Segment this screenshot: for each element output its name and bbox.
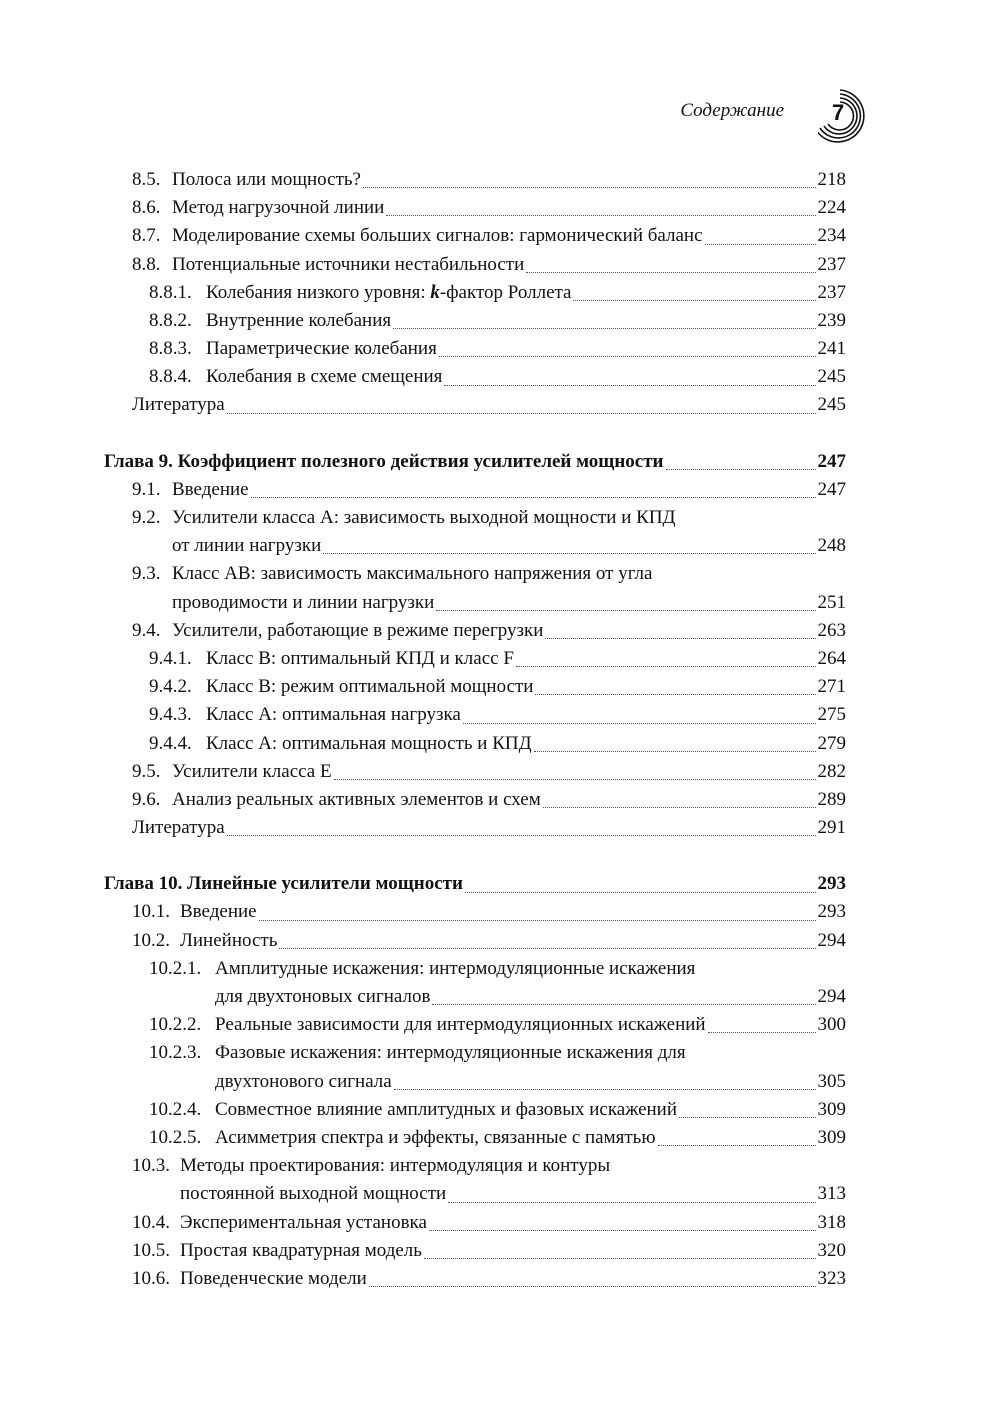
entry-number: 8.8.4. <box>149 366 192 388</box>
dot-leader <box>369 1285 816 1287</box>
toc-entry[interactable] <box>104 1039 846 1095</box>
toc-entry[interactable] <box>104 927 846 955</box>
toc-entry[interactable] <box>104 786 846 814</box>
entry-page: 251 <box>817 591 846 613</box>
entry-number: 9.4.4. <box>149 732 192 754</box>
entry-number: 8.6. <box>132 197 161 219</box>
toc-chapter-10[interactable] <box>104 870 846 898</box>
entry-number: 9.5. <box>132 760 161 782</box>
entry-number: 9.4.1. <box>149 647 192 669</box>
entry-number: 10.2.1. <box>149 957 202 979</box>
entry-number: 9.4.2. <box>149 676 192 698</box>
entry-title: Усилители, работающие в режиме перегрузки <box>172 619 544 641</box>
chapter-page: 293 <box>817 873 846 895</box>
entry-title: Простая квадратурная модель <box>180 1239 422 1261</box>
dot-leader <box>394 1088 816 1090</box>
dot-leader <box>465 891 816 893</box>
toc-entry-references[interactable] <box>104 392 846 420</box>
entry-number: 8.5. <box>132 168 161 190</box>
dot-leader <box>526 271 815 273</box>
entry-page: 275 <box>817 704 846 726</box>
chapter-page: 247 <box>817 450 846 472</box>
entry-number: 8.8.3. <box>149 338 192 360</box>
entry-page: 293 <box>817 901 846 923</box>
entry-title: Линейность <box>180 929 278 951</box>
toc-chapter-9[interactable] <box>104 448 846 476</box>
toc-entry[interactable] <box>104 194 846 222</box>
entry-number: 8.7. <box>132 225 161 247</box>
dot-leader <box>535 693 815 695</box>
entry-page: 305 <box>817 1070 846 1092</box>
entry-title-line2: двухтонового сигнала <box>215 1070 392 1092</box>
entry-page: 289 <box>817 788 846 810</box>
table-of-contents <box>104 166 846 1293</box>
toc-entry[interactable] <box>104 504 846 560</box>
entry-title: Совместное влияние амплитудных и фазовых искажений <box>215 1098 678 1120</box>
entry-page: 234 <box>817 225 846 247</box>
toc-entry[interactable] <box>104 673 846 701</box>
entry-title: Класс А: оптимальная мощность и КПД <box>206 732 532 754</box>
dot-leader <box>393 327 815 329</box>
entry-title-line1: Класс АВ: зависимость максимального напряжения от угла <box>172 563 653 585</box>
title-part: Колебания низкого уровня: <box>206 281 431 303</box>
toc-entry[interactable] <box>104 1124 846 1152</box>
entry-title-line1: Амплитудные искажения: интермодуляционные искажения <box>215 957 696 979</box>
entry-title <box>206 279 571 307</box>
entry-page: 318 <box>817 1211 846 1233</box>
toc-entry[interactable] <box>104 1011 846 1039</box>
entry-title: Экспериментальная установка <box>180 1211 427 1233</box>
entry-title: Класс В: режим оптимальной мощности <box>206 676 534 698</box>
dot-leader <box>444 384 815 386</box>
toc-entry[interactable] <box>104 363 846 391</box>
title-part: -фактор Роллета <box>439 281 572 303</box>
section-title: Содержание <box>680 100 784 121</box>
entry-page: 264 <box>817 647 846 669</box>
entry-number: 9.6. <box>132 788 161 810</box>
dot-leader <box>424 1257 816 1259</box>
dot-leader <box>708 1031 816 1033</box>
toc-entry[interactable] <box>104 335 846 363</box>
entry-number: 9.4. <box>132 619 161 641</box>
entry-page: 309 <box>817 1126 846 1148</box>
entry-title: Полоса или мощность? <box>172 168 361 190</box>
entry-number: 10.2.3. <box>149 1042 202 1064</box>
entry-number: 9.1. <box>132 478 161 500</box>
entry-title: Введение <box>180 901 257 923</box>
entry-title-line1: Фазовые искажения: интермодуляционные искажения для <box>215 1042 686 1064</box>
entry-title: Поведенческие модели <box>180 1267 367 1289</box>
k-symbol: k <box>430 281 440 303</box>
entry-number: 10.2.4. <box>149 1098 202 1120</box>
entry-number: 9.4.3. <box>149 704 192 726</box>
entry-title: Асимметрия спектра и эффекты, связанные с памятью <box>215 1126 656 1148</box>
dot-leader <box>516 665 816 667</box>
entry-title-line1: Усилители класса А: зависимость выходной мощности и КПД <box>172 507 676 529</box>
entry-page: 320 <box>817 1239 846 1261</box>
entry-number: 9.3. <box>132 563 161 585</box>
entry-title: Анализ реальных активных элементов и схем <box>172 788 541 810</box>
entry-title: Реальные зависимости для интермодуляционных искажений <box>215 1014 706 1036</box>
entry-number: 10.1. <box>132 901 170 923</box>
entry-title: Метод нагрузочной линии <box>172 197 385 219</box>
entry-page: 248 <box>817 535 846 557</box>
entry-page: 282 <box>817 760 846 782</box>
dot-leader <box>448 1201 815 1203</box>
toc-entry[interactable] <box>104 645 846 673</box>
entry-number: 10.2. <box>132 929 170 951</box>
entry-page: 323 <box>817 1267 846 1289</box>
chapter-title: Глава 10. Линейные усилители мощности <box>104 873 463 895</box>
dot-leader <box>432 1003 815 1005</box>
dot-leader <box>463 722 816 724</box>
entry-title: Потенциальные источники нестабильности <box>172 253 525 275</box>
entry-title-line1: Методы проектирования: интермодуляция и контуры <box>180 1155 611 1177</box>
toc-entry[interactable] <box>104 758 846 786</box>
entry-title-line2: постоянной выходной мощности <box>180 1183 447 1205</box>
dot-leader <box>323 552 815 554</box>
toc-entry[interactable] <box>104 1237 846 1265</box>
toc-entry[interactable] <box>104 476 846 504</box>
entry-title: Литература <box>132 394 225 416</box>
dot-leader <box>227 834 816 836</box>
dot-leader <box>251 496 816 498</box>
toc-entry[interactable] <box>104 251 846 279</box>
dot-leader <box>429 1229 816 1231</box>
entry-number: 8.8.1. <box>149 281 192 303</box>
dot-leader <box>386 214 815 216</box>
entry-page: 218 <box>817 168 846 190</box>
dot-leader <box>573 299 815 301</box>
toc-entry[interactable] <box>104 1152 846 1208</box>
toc-entry[interactable] <box>104 1096 846 1124</box>
toc-entry-references[interactable] <box>104 814 846 842</box>
toc-entry[interactable] <box>104 1209 846 1237</box>
entry-page: 291 <box>817 817 846 839</box>
entry-title: Класс А: оптимальная нагрузка <box>206 704 461 726</box>
entry-page: 279 <box>817 732 846 754</box>
dot-leader <box>658 1144 816 1146</box>
entry-number: 8.8.2. <box>149 309 192 331</box>
dot-leader <box>534 750 816 752</box>
dot-leader <box>679 1116 815 1118</box>
entry-page: 294 <box>817 929 846 951</box>
concentric-arcs-icon <box>818 86 878 146</box>
entry-page: 271 <box>817 676 846 698</box>
toc-entry[interactable] <box>104 307 846 335</box>
dot-leader <box>227 412 816 414</box>
entry-page: 241 <box>817 338 846 360</box>
entry-number: 8.8. <box>132 253 161 275</box>
entry-page: 237 <box>817 281 846 303</box>
entry-page: 263 <box>817 619 846 641</box>
toc-entry[interactable] <box>104 560 846 616</box>
entry-title: Литература <box>132 817 225 839</box>
entry-title: Параметрические колебания <box>206 338 437 360</box>
page-badge <box>818 86 878 146</box>
toc-entry[interactable] <box>104 166 846 194</box>
toc-entry[interactable] <box>104 279 846 307</box>
dot-leader <box>543 806 816 808</box>
toc-entry[interactable] <box>104 730 846 758</box>
dot-leader <box>259 919 816 921</box>
entry-page: 239 <box>817 309 846 331</box>
entry-page: 300 <box>817 1014 846 1036</box>
toc-entry[interactable] <box>104 222 846 250</box>
entry-page: 309 <box>817 1098 846 1120</box>
entry-title-line2: для двухтоновых сигналов <box>215 986 431 1008</box>
entry-page: 224 <box>817 197 846 219</box>
toc-entry[interactable] <box>104 701 846 729</box>
entry-title: Класс В: оптимальный КПД и класс F <box>206 647 514 669</box>
page-number: 7 <box>832 100 845 125</box>
entry-title: Введение <box>172 478 249 500</box>
entry-page: 247 <box>817 478 846 500</box>
entry-page: 237 <box>817 253 846 275</box>
entry-title-line2: проводимости и линии нагрузки <box>172 591 435 613</box>
running-header <box>0 86 1000 146</box>
entry-number: 10.4. <box>132 1211 170 1233</box>
dot-leader <box>334 778 816 780</box>
chapter-title: Глава 9. Коэффициент полезного действия усилителей мощности <box>104 450 664 472</box>
entry-title: Колебания в схеме смещения <box>206 366 443 388</box>
entry-page: 294 <box>817 986 846 1008</box>
toc-entry[interactable] <box>104 899 846 927</box>
entry-title: Усилители класса Е <box>172 760 332 782</box>
entry-title-line2: от линии нагрузки <box>172 535 322 557</box>
entry-title: Моделирование схемы больших сигналов: гармонический баланс <box>172 225 703 247</box>
entry-page: 245 <box>817 366 846 388</box>
dot-leader <box>436 609 815 611</box>
entry-page: 313 <box>817 1183 846 1205</box>
entry-number: 10.2.2. <box>149 1014 202 1036</box>
toc-entry[interactable] <box>104 955 846 1011</box>
dot-leader <box>363 186 816 188</box>
dot-leader <box>279 947 815 949</box>
entry-number: 10.5. <box>132 1239 170 1261</box>
dot-leader <box>439 355 816 357</box>
entry-number: 10.2.5. <box>149 1126 202 1148</box>
toc-entry[interactable] <box>104 617 846 645</box>
entry-title: Внутренние колебания <box>206 309 392 331</box>
entry-page: 245 <box>817 394 846 416</box>
toc-entry[interactable] <box>104 1265 846 1293</box>
dot-leader <box>705 243 816 245</box>
dot-leader <box>545 637 815 639</box>
entry-number: 10.3. <box>132 1155 170 1177</box>
entry-number: 9.2. <box>132 507 161 529</box>
dot-leader <box>666 468 816 470</box>
entry-number: 10.6. <box>132 1267 170 1289</box>
